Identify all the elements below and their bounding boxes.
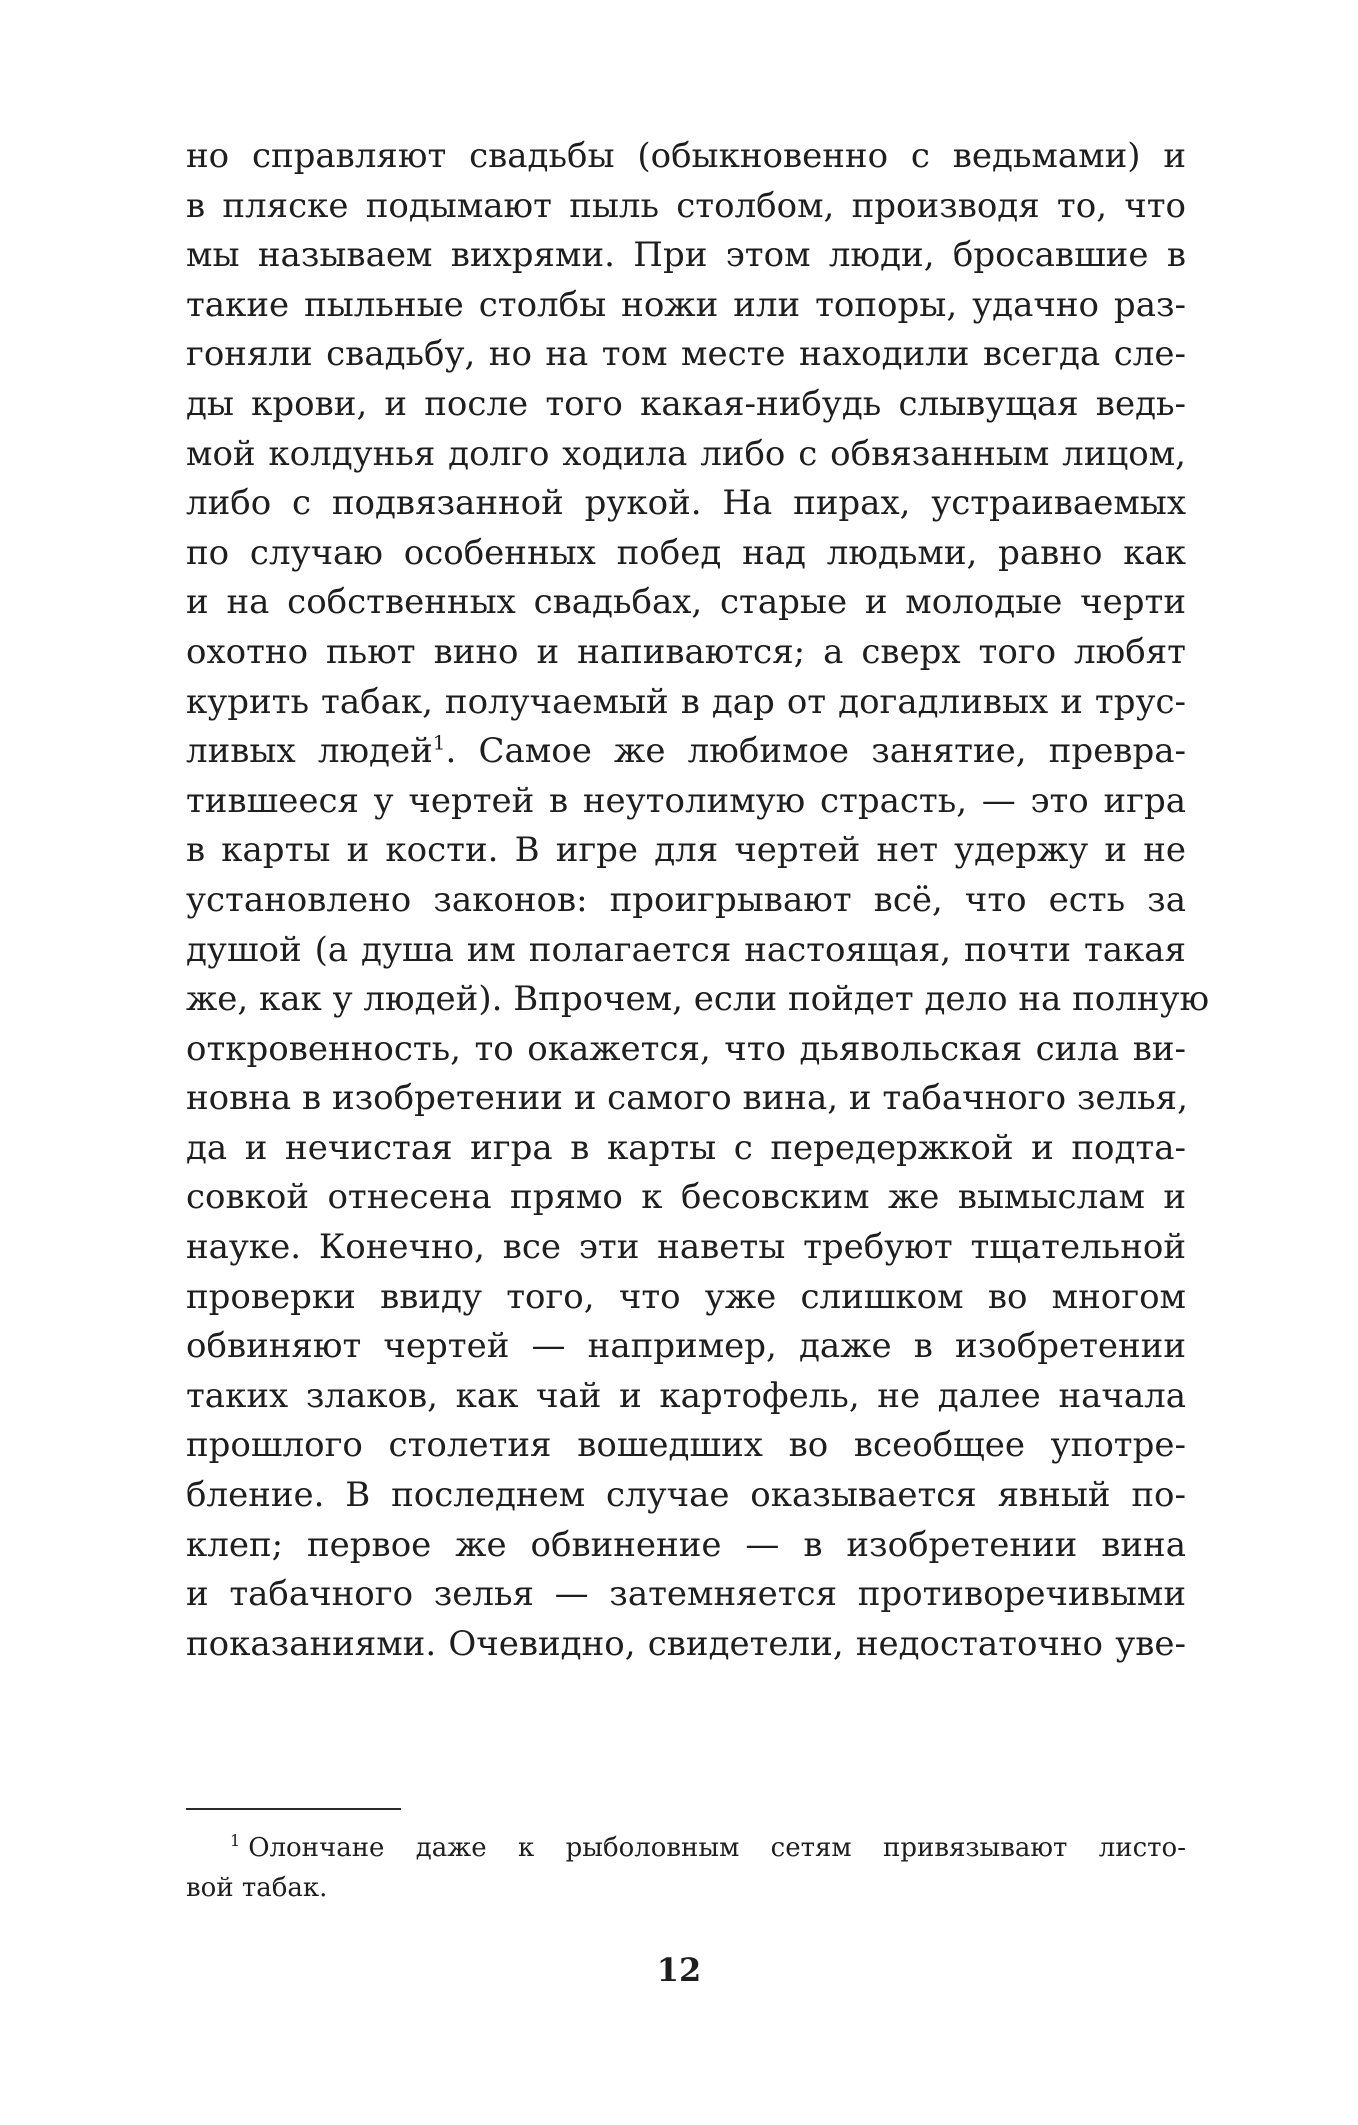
text-segment: ливых людей [186,731,433,772]
text-line: по случаю особенных побед над людьми, равно как [186,532,1186,573]
text-line: мы называем вихрями. При этом люди, бросавшие в [186,235,1186,276]
footnote-marker: 1 [230,1831,241,1851]
text-line: новна в изобретении и самого вина, и табачного зелья, [186,1078,1188,1119]
footnote-line [186,1828,1186,1868]
text-line: совкой отнесена прямо к бесовским же вымыслам и [186,1177,1186,1218]
text-line: да и нечистая игра в карты с передержкой и подта- [186,1127,1186,1168]
footnote-divider [186,1808,401,1810]
text-line: но справляют свадьбы (обыкновенно с ведьмами) и [186,136,1186,176]
footnote-reference[interactable]: 1 [432,730,446,755]
text-line: бление. В последнем случае оказывается явный по- [186,1475,1186,1516]
text-line: науке. Конечно, все эти наветы требуют тщательной [186,1227,1186,1268]
footnote-line: вой табак. [186,1873,328,1903]
page-number: 12 [656,1951,702,1989]
text-line: охотно пьют вино и напиваются; а сверх того любят [186,631,1186,672]
text-line: ды крови, и после того какая-нибудь слывущая ведь- [186,383,1186,424]
footnote-text: Олончане даже к рыболовным сетям привязывают листо- [248,1833,1186,1863]
text-line: же, как у людей). Впрочем, если пойдет дело на полную [186,979,1210,1020]
text-line: курить табак, получаемый в дар от догадливых и трус- [186,681,1186,722]
text-line: либо с подвязанной рукой. На пирах, устраиваемых [186,483,1186,524]
text-line: такие пыльные столбы ножи или топоры, удачно раз- [186,284,1186,325]
text-line: в пляске подымают пыль столбом, производя то, что [186,185,1186,226]
footnote [186,1828,1186,1908]
text-line-with-footnote-ref [186,727,1186,777]
text-line: клеп; первое же обвинение — в изобретении вина [186,1524,1186,1565]
text-line: прошлого столетия вошедших во всеобщее употре- [186,1425,1186,1466]
text-line: показаниями. Очевидно, свидетели, недостаточно уве- [186,1623,1186,1664]
text-line: проверки ввиду того, что уже слишком во многом [186,1276,1186,1317]
text-line: и на собственных свадьбах, старые и молодые черти [186,582,1186,623]
text-line: обвиняют чертей — например, даже в изобретении [186,1326,1186,1367]
text-line: и табачного зелья — затемняется противоречивыми [186,1574,1186,1615]
text-line: тившееся у чертей в неутолимую страсть, — это игра [186,780,1186,821]
text-line: душой (а душа им полагается настоящая, почти такая [186,929,1186,970]
text-segment: . Самое же любимое занятие, превра- [445,731,1186,772]
text-line: гоняли свадьбу, но на том месте находили всегда сле- [186,334,1186,375]
text-line: откровенность, то окажется, что дьявольская сила ви- [186,1028,1186,1069]
text-line: мой колдунья долго ходила либо с обвязанным лицом, [186,433,1186,474]
text-line: в карты и кости. В игре для чертей нет удержу и не [186,830,1186,871]
text-line: установлено законов: проигрывают всё, что есть за [186,879,1186,920]
text-line: таких злаков, как чай и картофель, не далее начала [186,1375,1186,1416]
body-text [186,132,1210,1669]
